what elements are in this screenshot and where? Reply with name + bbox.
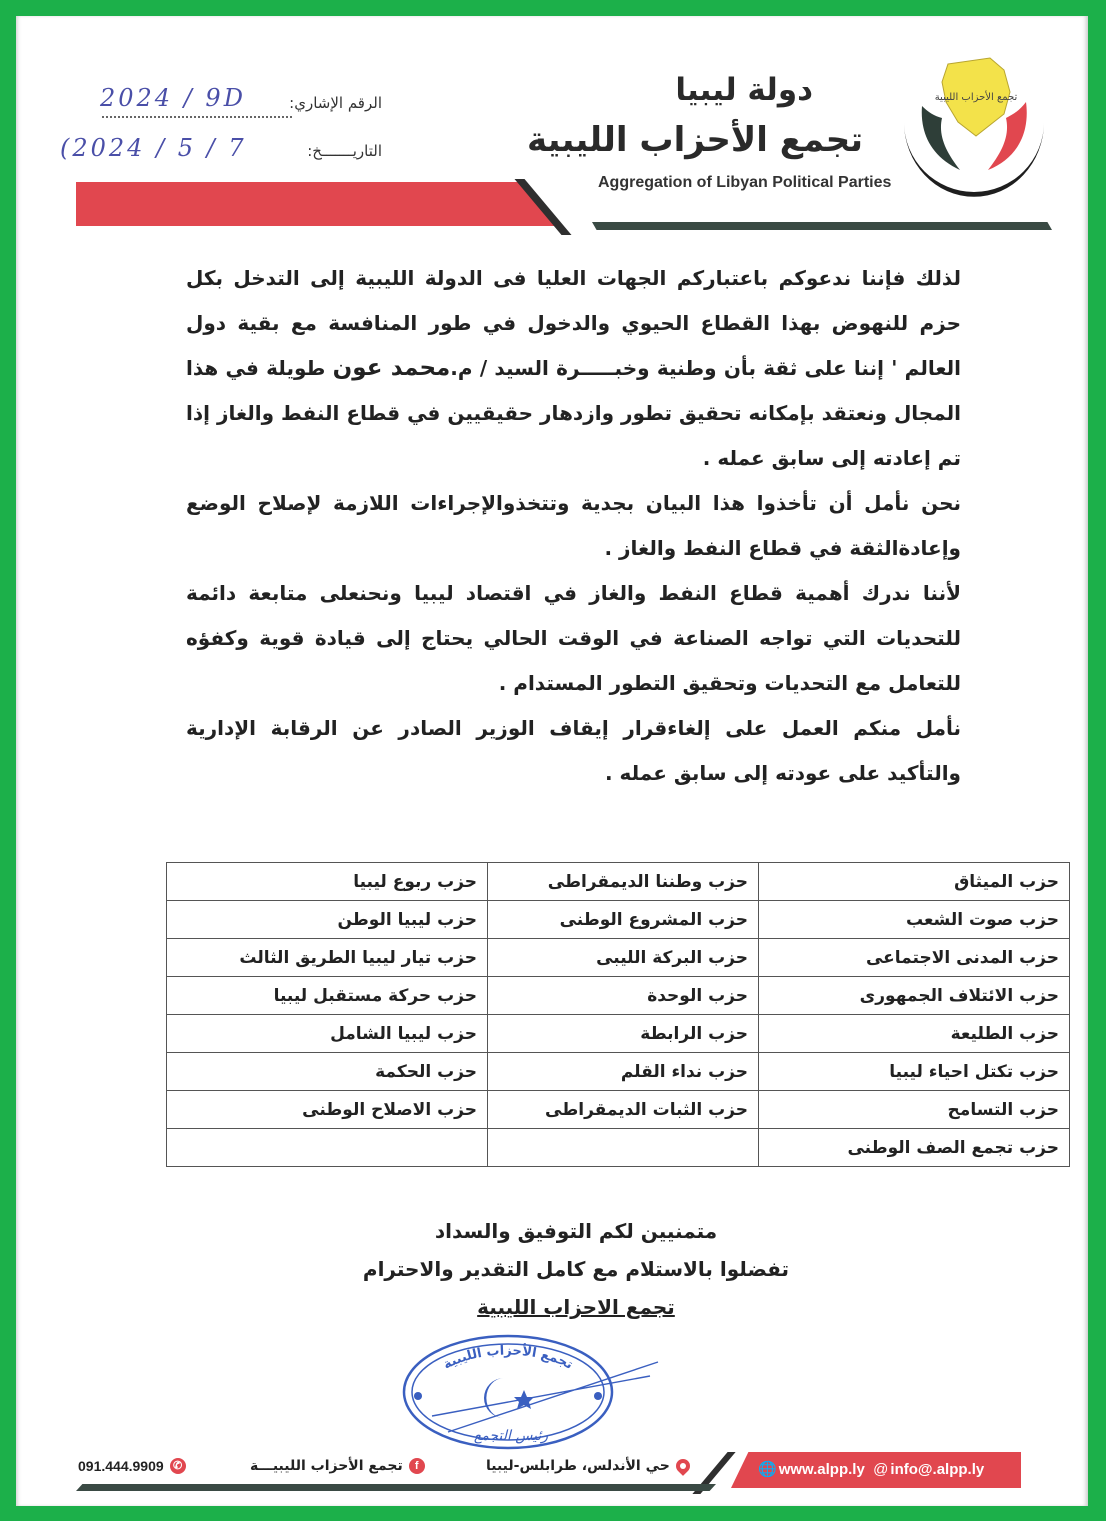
location-pin-icon: [673, 1456, 693, 1476]
party-cell: حزب الميثاق: [759, 863, 1070, 901]
reference-number-field: [289, 94, 382, 112]
body-paragraph: نحن نأمل أن تأخذوا هذا البيان بجدية وتتخذوالإجراءات اللازمة لإصلاح الوضع وإعادةالثقة في قطاع النفط والغاز .: [186, 491, 961, 560]
party-cell: حزب الحكمة: [167, 1053, 488, 1091]
party-cell: حزب نداء القلم: [488, 1053, 759, 1091]
facebook-icon: f: [409, 1458, 425, 1474]
stamp-bottom-text: رئيس التجمع: [473, 1428, 549, 1444]
header-rule: [592, 222, 1052, 230]
party-cell: حزب الوحدة: [488, 977, 759, 1015]
website-link[interactable]: www.alpp.ly: [778, 1461, 865, 1478]
closing-block: [266, 1212, 886, 1326]
party-cell: حزب حركة مستقبل ليبيا: [167, 977, 488, 1015]
party-cell: حزب البركة الليبى: [488, 939, 759, 977]
party-cell: حزب التسامح: [759, 1091, 1070, 1129]
svg-text:تجمع الأحزاب الليبية: [441, 1342, 575, 1372]
party-cell: حزب الاصلاح الوطنى: [167, 1091, 488, 1129]
closing-wish: متمنيين لكم التوفيق والسداد: [434, 1219, 718, 1243]
paragraph-text: لذلك فإننا ندعوكم باعتباركم الجهات العليا فى الدولة الليبية إلى التدخل بكل حزم للنهوض بهذا القطاع الحيوي والدخول في طور المنافسة مع بقية دول العالم ' إننا على ثقة بأن وطنية وخبـــــرة السيد / م.: [186, 266, 961, 380]
table-row: [167, 863, 1070, 901]
reference-dotted-line: [102, 116, 292, 118]
org-name-arabic: تجمع الأحزاب الليبية: [527, 120, 863, 160]
facebook-text[interactable]: تجمع الأحزاب الليبيـــة: [250, 1458, 403, 1474]
party-cell: حزب تيار ليبيا الطريق الثالث: [167, 939, 488, 977]
party-cell: حزب وطننا الديمقراطى: [488, 863, 759, 901]
table-row: [167, 939, 1070, 977]
phone-icon: ✆: [170, 1458, 186, 1474]
table-row: [167, 1129, 1070, 1167]
party-cell: حزب الرابطة: [488, 1015, 759, 1053]
paragraph-text: طويلة في هذا المجال ونعتقد بإمكانه تحقيق تطور وازدهار حقيقيين في قطاع النفط والغاز إذا تم إعادته إلى سابق عمله .: [186, 356, 961, 470]
letter-body: [186, 256, 961, 796]
footer-facebook: [250, 1458, 425, 1474]
org-name-english: Aggregation of Libyan Political Parties: [598, 174, 892, 191]
party-cell: حزب الائتلاف الجمهورى: [759, 977, 1070, 1015]
signature-org: تجمع الاحزاب الليبية: [477, 1295, 675, 1319]
table-row: [167, 901, 1070, 939]
reference-number-value: 2024 / 9D: [100, 84, 246, 112]
at-icon: @: [873, 1461, 889, 1478]
party-logo-icon: [886, 52, 1062, 212]
logo-text: تجمع الأحزاب الليبية: [934, 92, 1018, 103]
body-paragraph: نأمل منكم العمل على إلغاءقرار إيقاف الوزير الصادر عن الرقابة الإدارية والتأكيد على عودته إلى سابق عمله .: [186, 716, 961, 785]
parties-table: [166, 862, 1070, 1167]
footer-rule: [76, 1484, 716, 1491]
body-paragraph: [186, 256, 961, 481]
party-cell: حزب تجمع الصف الوطنى: [759, 1129, 1070, 1167]
person-name: محمد عون: [332, 355, 451, 381]
date-field: [307, 142, 382, 160]
party-cell: حزب ليبيا الشامل: [167, 1015, 488, 1053]
party-cell: حزب المدنى الاجتماعى: [759, 939, 1070, 977]
table-row: [167, 1053, 1070, 1091]
date-value: (2024 / 5 / 7: [60, 134, 247, 162]
date-label: التاريـــــــخ:: [307, 142, 382, 160]
phone-text[interactable]: 091.444.9909: [78, 1458, 164, 1474]
party-cell: حزب الطليعة: [759, 1015, 1070, 1053]
party-cell: حزب صوت الشعب: [759, 901, 1070, 939]
globe-icon: 🌐: [758, 1461, 777, 1478]
table-row: [167, 977, 1070, 1015]
party-cell: [488, 1129, 759, 1167]
footer-phone: [78, 1458, 186, 1474]
party-cell: حزب ليبيا الوطن: [167, 901, 488, 939]
letter-page: [16, 16, 1088, 1506]
footer-address: [486, 1458, 690, 1474]
closing-regards: تفضلوا بالاستلام مع كامل التقدير والاحترام: [362, 1257, 790, 1281]
party-cell: [167, 1129, 488, 1167]
body-paragraph: لأننا ندرك أهمية قطاع النفط والغاز في اقتصاد ليبيا ونحنعلى متابعة دائمة للتحديات التي تواجه الصناعة في الوقت الحالي يحتاج إلى قيادة قوية وكفؤه للتعامل مع التحديات وتحقيق التطور المستدام .: [186, 581, 961, 695]
table-row: [167, 1015, 1070, 1053]
party-cell: حزب الثبات الديمقراطى: [488, 1091, 759, 1129]
table-row: [167, 1091, 1070, 1129]
party-cell: حزب المشروع الوطنى: [488, 901, 759, 939]
address-text: حي الأندلس، طرابلس-ليبيا: [486, 1458, 670, 1474]
footer-contacts: [758, 1460, 984, 1478]
party-cell: حزب ربوع ليبيا: [167, 863, 488, 901]
party-cell: حزب تكتل احياء ليبيا: [759, 1053, 1070, 1091]
header-red-band: [76, 182, 556, 226]
reference-label: الرقم الإشاري:: [289, 94, 382, 112]
email-link[interactable]: info@.alpp.ly: [890, 1461, 985, 1478]
stamp-top-text: تجمع الأحزاب الليبية: [440, 1343, 576, 1373]
state-name: دولة ليبيا: [675, 72, 813, 108]
